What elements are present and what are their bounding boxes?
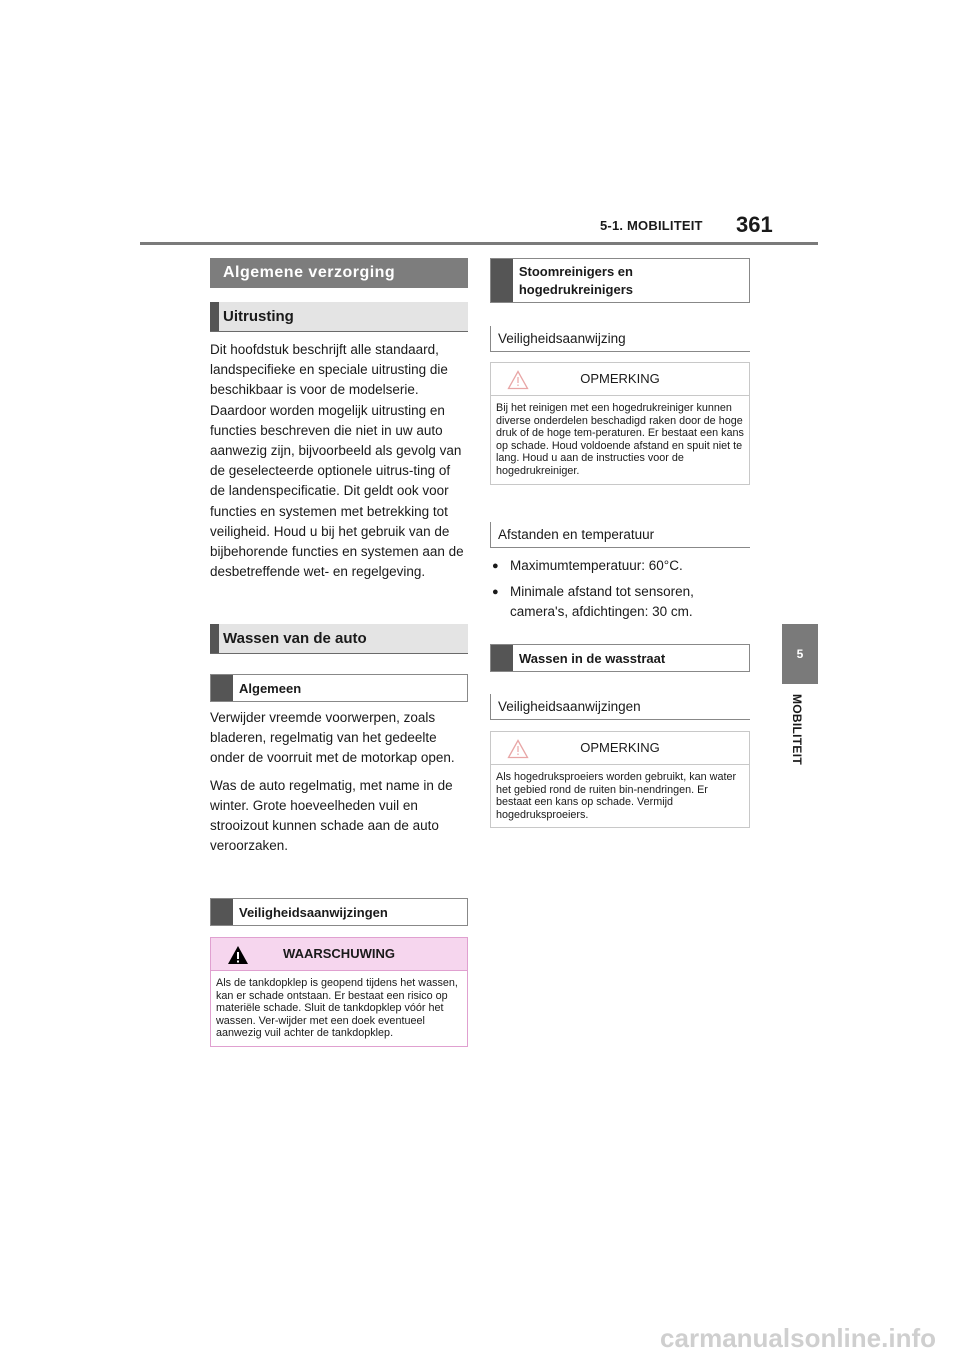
warning-triangle-icon	[227, 945, 249, 965]
subheading-stoomreinigers	[490, 258, 750, 303]
note-header	[491, 732, 749, 765]
subheading-wasstraat	[490, 644, 750, 672]
heading-algemene-verzorging: Algemene verzorging	[210, 258, 468, 288]
caution-triangle-icon	[507, 739, 529, 759]
list-item: ● Maximumtemperatuur: 60°C.	[490, 556, 750, 576]
note-box-2	[490, 731, 750, 828]
note-header	[491, 363, 749, 396]
warning-header	[211, 938, 467, 971]
chapter-label: MOBILITEIT	[790, 694, 804, 765]
note-box-1	[490, 362, 750, 485]
paragraph-uitrusting	[210, 340, 468, 589]
warning-text: Als de tankdopklep is geopend tijdens het wassen, kan er schade ontstaan. Er bestaat een risico op materiële schade. Sluit de tankdopklep vóór het wassen. Ver-wijder met een doek eventueel aanwezig vuil achter de tankdopklep.	[211, 971, 467, 1046]
note-text: Bij het reinigen met een hogedrukreiniger kunnen diverse onderdelen beschadigd raken door de hoge druk of de hoge tem-peraturen. Er bestaat een kans op schade. Houd voldoende afstand en spuit niet te lang. Houd u aan de instructies voor de hogedrukreiniger.	[496, 402, 744, 477]
bullet-list	[490, 556, 750, 628]
subheading-veiligheidsaanwijzingen	[210, 898, 468, 926]
warning-title: WAARSCHUWING	[283, 945, 395, 961]
paragraph-text: Dit hoofdstuk beschrijft alle standaard, landspecifieke en speciale uitrusting die beschikbaar is voor de modelserie. Daardoor worden mogelijk uitrusting en functies beschreven die niet in uw auto aanwezig zijn, bijvoorbeeld als gevolg van de geselecteerde optionele uitrus-ting of de landenspecificatie. Dit geldt ook voor functies en systemen met betrekking tot veiligheid. Houd u bij het gebruik van de bijbehorende functies en systemen aan de desbetreffende wet- en regelgeving.	[210, 342, 464, 580]
header-rule	[140, 242, 818, 245]
heading-text: Uitrusting	[223, 308, 294, 325]
subheading-bar	[211, 675, 233, 701]
subheading-text: Veiligheidsaanwijzingen	[239, 904, 388, 920]
caution-triangle-icon	[507, 370, 529, 390]
note-text: Als hogedruksproeiers worden gebruikt, kan water het gebied rond de ruiten bin-nendringen. Er bestaat een kans op schade. Vermijd hogedruksproeiers.	[496, 771, 737, 821]
subsubheading-veiligheidsaanwijzing: Veiligheidsaanwijzing	[490, 326, 750, 352]
subsubheading-veiligheidsaanwijzingen: Veiligheidsaanwijzingen	[490, 694, 750, 720]
subheading-bar	[491, 645, 513, 671]
subheading-text: Wassen in de wasstraat	[519, 650, 666, 666]
heading-wassen-van-de-auto	[210, 624, 468, 654]
list-item: ● Minimale afstand tot sensoren, camera's, afdichtingen: 30 cm.	[490, 582, 750, 622]
chapter-tab[interactable]: 5	[782, 624, 818, 684]
heading-uitrusting	[210, 302, 468, 332]
paragraph-algemeen	[210, 708, 468, 863]
page-number: 361	[736, 212, 773, 237]
watermark	[0, 1318, 960, 1358]
subheading-bar	[211, 899, 233, 925]
paragraph-text: Verwijder vreemde voorwerpen, zoals bladeren, regelmatig van het gedeelte onder de voorruit met de motorkap open.	[210, 710, 455, 766]
paragraph-text: Was de auto regelmatig, met name in de winter. Grote hoeveelheden vuil en strooizout kunnen schade aan de auto veroorzaken.	[210, 777, 453, 854]
section-header: 5-1. MOBILITEIT	[600, 218, 703, 233]
subheading-text: Algemeen	[239, 680, 302, 696]
heading-text: Wassen van de auto	[223, 630, 367, 647]
subheading-text: Stoomreinigers en hogedrukreinigers	[518, 263, 633, 297]
note-title: OPMERKING	[580, 370, 660, 386]
watermark-text: carmanualsonline.info	[660, 1322, 936, 1353]
note-title: OPMERKING	[580, 739, 660, 755]
subheading-algemeen	[210, 674, 468, 702]
heading-bar	[210, 302, 219, 331]
warning-box	[210, 937, 468, 1047]
heading-bar	[210, 624, 219, 653]
subheading-bar	[491, 259, 513, 302]
subsubheading-afstanden: Afstanden en temperatuur	[490, 522, 750, 548]
